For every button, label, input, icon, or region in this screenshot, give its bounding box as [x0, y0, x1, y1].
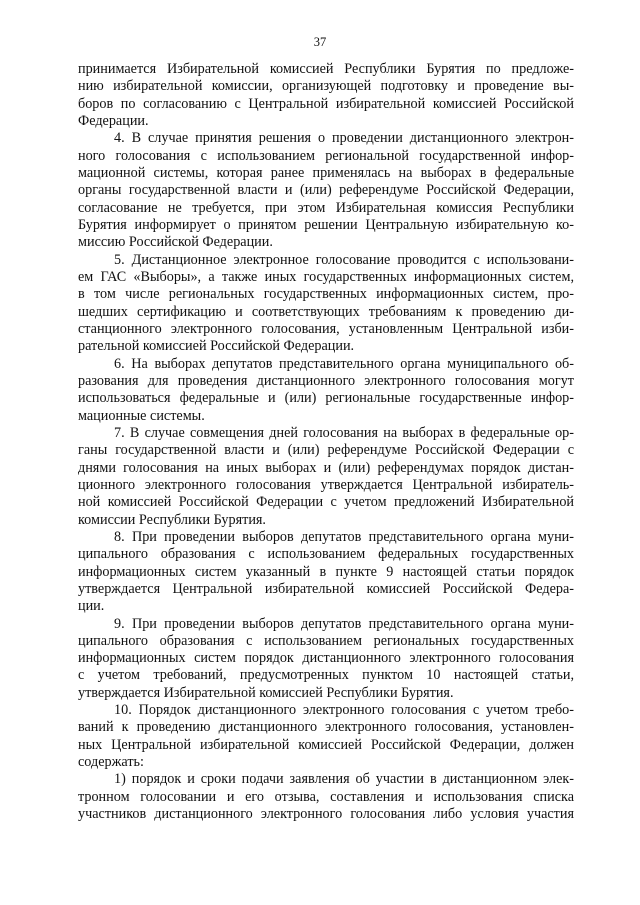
paragraph-first-line: 7. В случае совмещения дней голосования на выборах в федеральные ор- [114, 424, 574, 441]
text-line: рательной комиссией Российской Федерации. [78, 338, 355, 355]
text-line: ваний к проведению дистанционного электронного голосования, установлен- [78, 719, 574, 736]
document-body [78, 61, 574, 823]
paragraph-first-line: 8. При проведении выборов депутатов представительного органа муни- [114, 528, 574, 545]
text-line: Бурятия информирует о принятом решении Центральную избирательную ко- [78, 216, 574, 233]
paragraph-first-line: 1) порядок и сроки подачи заявления об участии в дистанционном элек- [114, 771, 574, 788]
text-line: ной комиссией Российской Федерации с учетом предложений Избирательной [78, 494, 574, 511]
text-line: содержать: [78, 754, 144, 771]
text-line: согласование не требуется, при этом Избирательная комиссия Республики [78, 199, 574, 216]
page-number: 37 [313, 35, 327, 49]
text-line: шедших сертификацию и соответствующих требованиям к проведению ди- [78, 303, 574, 320]
text-line: мационные системы. [78, 407, 205, 424]
text-line: Федерации. [78, 112, 149, 129]
text-line: информационных систем указанный в пункте 9 настоящей статьи порядок [78, 563, 574, 580]
text-line: участников дистанционного электронного голосования либо условия участия [78, 806, 574, 823]
text-line: с учетом требований, предусмотренных пунктом 10 настоящей статьи, [78, 667, 574, 684]
paragraph-first-line: 4. В случае принятия решения о проведении дистанционного электрон- [114, 130, 574, 147]
text-line: органы государственной власти и (или) референдуме Российской Федерации, [78, 182, 574, 199]
paragraph-first-line: 6. На выборах депутатов представительного органа муниципального об- [114, 355, 574, 372]
text-line: днями голосования на иных выборах и (или) референдумах порядок дистан- [78, 459, 574, 476]
text-line: нию избирательной комиссии, организующей подготовку и проведение вы- [78, 78, 574, 95]
text-line: разования для проведения дистанционного электронного голосования могут [78, 372, 574, 389]
paragraph-first-line: 9. При проведении выборов депутатов представительного органа муни- [114, 615, 574, 632]
text-line: ципального образования с использованием федеральных государственных [78, 546, 574, 563]
text-line: ного голосования с использованием региональной государственной инфор- [78, 147, 574, 164]
text-line: станционного электронного голосования, установленным Центральной изби- [78, 320, 574, 337]
text-line: принимается Избирательной комиссией Республики Бурятия по предложе- [78, 61, 574, 77]
text-line: ных Центральной избирательной комиссией Российской Федерации, должен [78, 736, 574, 753]
text-line: использоваться федеральные и (или) региональные государственные инфор- [78, 390, 574, 407]
text-line: боров по согласованию с Центральной избирательной комиссией Российской [78, 95, 574, 112]
text-line: утверждается Центральной избирательной комиссией Российской Федера- [78, 580, 574, 597]
text-line: комиссии Республики Бурятия. [78, 511, 266, 528]
paragraph-first-line: 10. Порядок дистанционного электронного голосования с учетом требо- [114, 702, 574, 719]
text-line: утверждается Избирательной комиссией Республики Бурятия. [78, 684, 454, 701]
text-line: мационной системы, которая ранее применялась на выборах в федеральные [78, 164, 574, 181]
text-line: ционного электронного голосования утверждается Центральной избиратель- [78, 476, 574, 493]
paragraph-first-line: 5. Дистанционное электронное голосование проводится с использовани- [114, 251, 574, 268]
text-line: ганы государственной власти и (или) референдуме Российской Федерации с [78, 442, 574, 459]
text-line: в том числе региональных государственных информационных систем, про- [78, 286, 574, 303]
text-line: миссию Российской Федерации. [78, 234, 273, 251]
text-line: тронном голосовании и его отзыва, составления и использования списка [78, 788, 574, 805]
text-line: информационных систем порядок дистанционного электронного голосования [78, 650, 574, 667]
text-line: ции. [78, 598, 105, 615]
text-line: ем ГАС «Выборы», а также иных государственных информационных систем, [78, 268, 574, 285]
text-line: ципального образования с использованием региональных государственных [78, 632, 574, 649]
